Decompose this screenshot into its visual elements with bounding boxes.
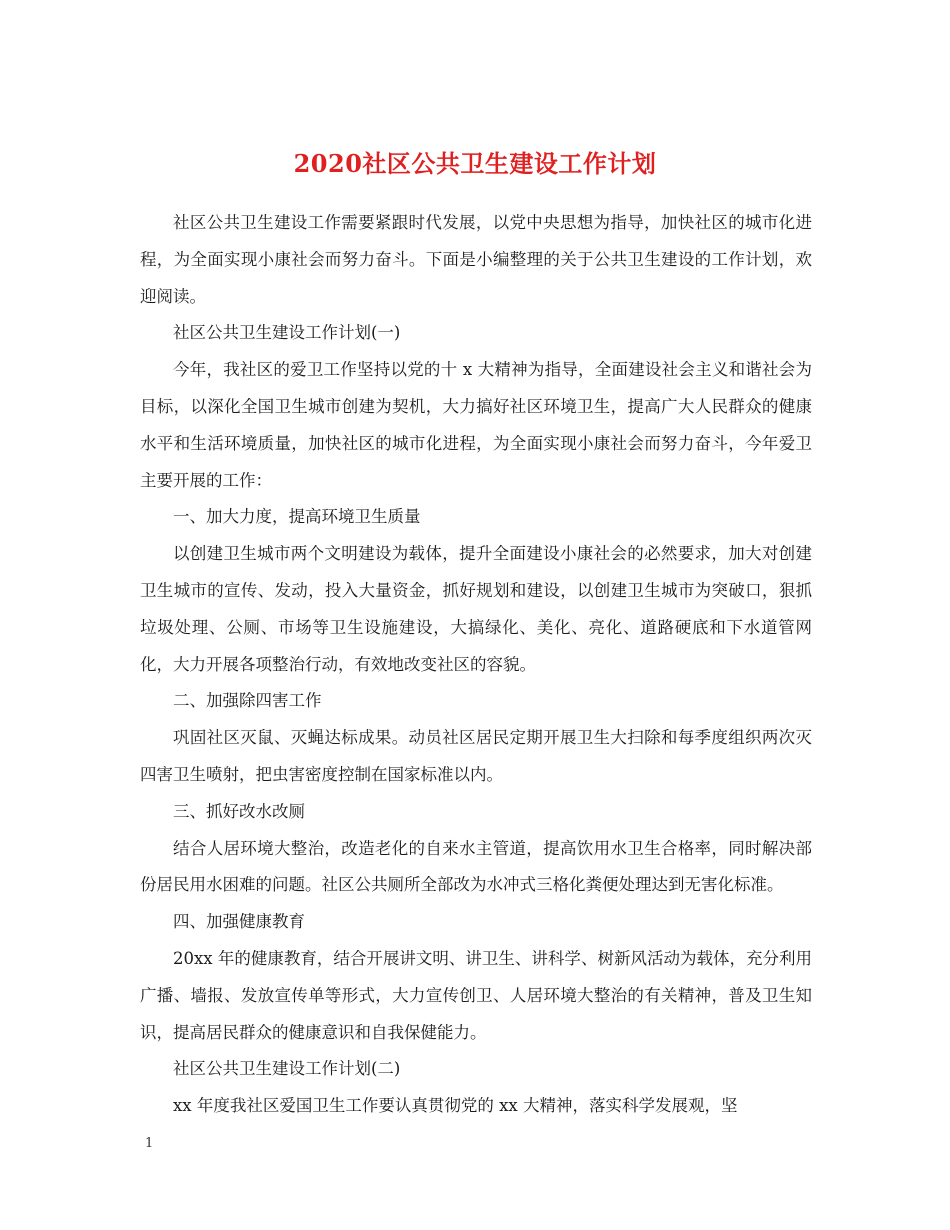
body-paragraph: xx 年度我社区爱国卫生工作要认真贯彻党的 xx 大精神，落实科学发展观，坚	[173, 1096, 738, 1116]
body-paragraph: 今年，我社区的爱卫工作坚持以党的十 x 大精神为指导，全面建设社会主义和谐社会为目标，以深化全国卫生城市创建为契机，大力搞好社区环境卫生，提高广大人民群众的健康水平和生活环境质量，加快社区的城市化进程，为全面实现小康社会而努力奋斗，今年爱卫主要开展的工作：	[140, 360, 812, 490]
document-title: 2020社区公共卫生建设工作计划	[293, 149, 657, 179]
body-paragraph: 以创建卫生城市两个文明建设为载体，提升全面建设小康社会的必然要求，加大对创建卫生城市的宣传、发动，投入大量资金，抓好规划和建设，以创建卫生城市为突破口，狠抓垃圾处理、公厕、市场等卫生设施建设，大搞绿化、美化、亮化、道路硬底和下水道管网化，大力开展各项整治行动，有效地改变社区的容貌。	[140, 544, 812, 674]
subsection-heading-four: 四、加强健康教育	[173, 912, 305, 932]
section-heading-plan-two: 社区公共卫生建设工作计划(二)	[173, 1059, 401, 1079]
intro-paragraph: 社区公共卫生建设工作需要紧跟时代发展，以党中央思想为指导，加快社区的城市化进程，为全面实现小康社会而努力奋斗。下面是小编整理的关于公共卫生建设的工作计划，欢迎阅读。	[140, 213, 812, 306]
subsection-heading-two: 二、加强除四害工作	[173, 691, 322, 711]
body-paragraph: 巩固社区灭鼠、灭蝇达标成果。动员社区居民定期开展卫生大扫除和每季度组织两次灭四害卫生喷射，把虫害密度控制在国家标准以内。	[140, 728, 812, 784]
document-body	[140, 205, 812, 1125]
section-heading-plan-one: 社区公共卫生建设工作计划(一)	[173, 323, 401, 343]
subsection-heading-three: 三、抓好改水改厕	[173, 801, 305, 821]
body-paragraph: 20xx 年的健康教育，结合开展讲文明、讲卫生、讲科学、树新风活动为载体，充分利用广播、墙报、发放宣传单等形式，大力宣传创卫、人居环境大整治的有关精神，普及卫生知识，提高居民群众的健康意识和自我保健能力。	[140, 948, 812, 1042]
subsection-heading-one: 一、加大力度，提高环境卫生质量	[173, 507, 421, 527]
body-paragraph: 结合人居环境大整治，改造老化的自来水主管道，提高饮用水卫生合格率，同时解决部份居民用水困难的问题。社区公共厕所全部改为水冲式三格化粪便处理达到无害化标准。	[140, 838, 812, 895]
page-number: 1	[145, 1136, 154, 1151]
